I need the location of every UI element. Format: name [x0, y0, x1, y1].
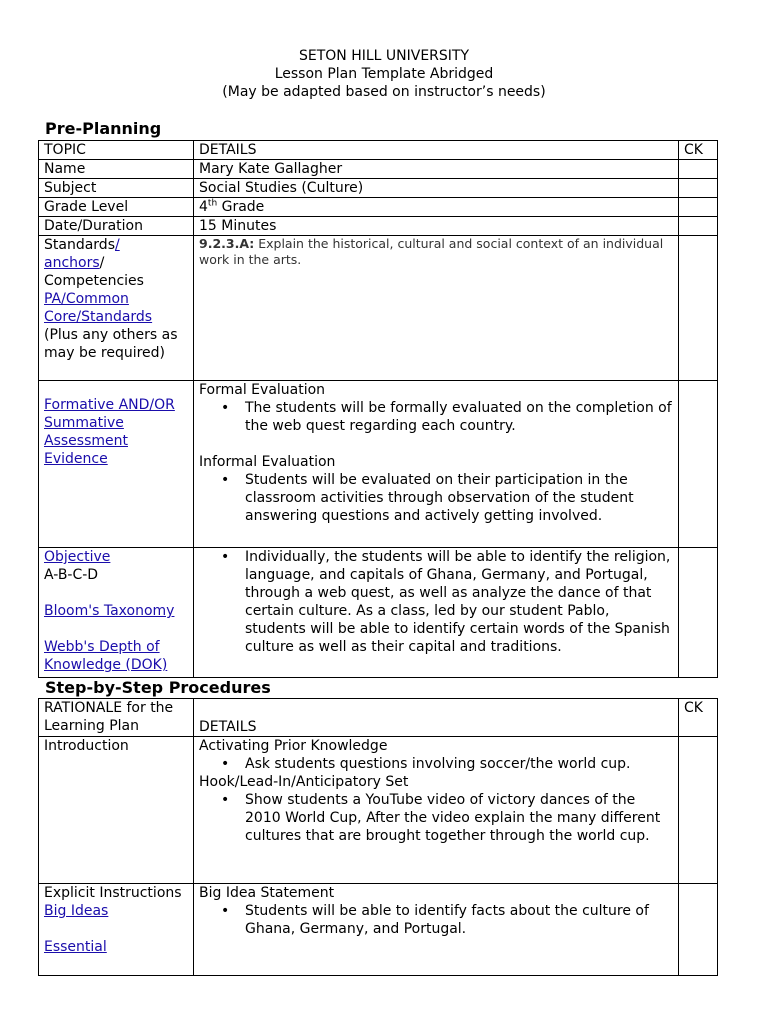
- explicit-value: [194, 884, 679, 976]
- row-label: Grade Level: [39, 198, 194, 217]
- details-header: DETAILS: [194, 699, 679, 737]
- ck-cell: [679, 548, 718, 678]
- assessment-link[interactable]: Formative AND/OR Summative Assessment Evidence: [44, 397, 175, 467]
- big-idea-label: Big Idea Statement: [199, 885, 335, 901]
- topic-header: TOPIC: [39, 141, 194, 160]
- ck-cell: [679, 236, 718, 381]
- standards-value: [194, 236, 679, 381]
- procedures-table: [38, 698, 718, 976]
- ck-cell: [679, 198, 718, 217]
- table-row-objective: [39, 548, 718, 678]
- informal-eval-label: Informal Evaluation: [199, 454, 336, 470]
- preplanning-table: [38, 140, 718, 678]
- pa-common-core-link[interactable]: PA/Common Core/Standards: [44, 291, 153, 325]
- ck-cell: [679, 737, 718, 884]
- list-item: • The students will be formally evaluated on the completion of the web quest regarding each country.: [245, 399, 673, 435]
- row-label: Date/Duration: [39, 217, 194, 236]
- objective-link[interactable]: Objective: [44, 549, 111, 565]
- row-value: Social Studies (Culture): [194, 179, 679, 198]
- procedures-title: Step-by-Step Procedures: [45, 678, 271, 697]
- list-item: • Show students a YouTube video of victory dances of the 2010 World Cup, After the video explain the many different cultures that are brought together through the world cup.: [245, 791, 673, 845]
- assessment-value: [194, 381, 679, 548]
- list-item: • Students will be evaluated on their participation in the classroom activities through observation of the student answering questions and actively getting involved.: [245, 471, 673, 525]
- table-header-row: [39, 141, 718, 160]
- anchors-link[interactable]: anchors: [44, 255, 100, 271]
- table-row-duration: [39, 217, 718, 236]
- formal-eval-label: Formal Evaluation: [199, 382, 326, 398]
- dok-link[interactable]: Webb's Depth of Knowledge (DOK): [44, 639, 168, 673]
- rationale-header: RATIONALE for the Learning Plan: [39, 699, 194, 737]
- ck-cell: [679, 381, 718, 548]
- blooms-taxonomy-link[interactable]: Bloom's Taxonomy: [44, 603, 175, 619]
- list-item: • Individually, the students will be able to identify the religion, language, and capitals of Ghana, Germany, and Portugal, through a web quest, as well as analyze the dance of that certain culture. As a class, led by our student Pablo, students will be able to identify certain words of the Spanish culture as well as their capital and traditions.: [245, 548, 673, 656]
- ck-cell: [679, 160, 718, 179]
- objective-label: Objective A-B-C-D Bloom's Taxonomy Webb's Depth of Knowledge (DOK): [39, 548, 194, 678]
- row-value: Mary Kate Gallagher: [194, 160, 679, 179]
- standards-link[interactable]: /: [114, 237, 120, 253]
- objective-value: [194, 548, 679, 678]
- document-header: [0, 47, 768, 101]
- row-value: 4th Grade: [194, 198, 679, 217]
- ck-cell: [679, 217, 718, 236]
- assessment-label: [39, 381, 194, 548]
- list-item: • Ask students questions involving soccer/the world cup.: [245, 755, 673, 773]
- list-item: • Students will be able to identify facts about the culture of Ghana, Germany, and Portugal.: [245, 902, 673, 938]
- standard-code: 9.2.3.A:: [199, 236, 255, 251]
- prior-knowledge-label: Activating Prior Knowledge: [199, 738, 388, 754]
- introduction-value: [194, 737, 679, 884]
- template-title: Lesson Plan Template Abridged: [274, 66, 494, 82]
- table-row-grade: [39, 198, 718, 217]
- big-ideas-link[interactable]: Big Ideas: [44, 903, 109, 919]
- row-label: Name: [39, 160, 194, 179]
- introduction-label: Introduction: [39, 737, 194, 884]
- table-row-standards: [39, 236, 718, 381]
- table-row-explicit: [39, 884, 718, 976]
- table-header-row: [39, 699, 718, 737]
- standards-label: Standards/ anchors/ Competencies PA/Common Core/Standards (Plus any others as may be required): [39, 236, 194, 381]
- standard-text: Explain the historical, cultural and social context of an individual work in the arts.: [199, 236, 664, 267]
- ck-cell: [679, 179, 718, 198]
- table-row-name: [39, 160, 718, 179]
- explicit-label: Explicit Instructions Big Ideas Essential: [39, 884, 194, 976]
- preplanning-title: Pre-Planning: [45, 119, 162, 138]
- ck-cell: [679, 884, 718, 976]
- ck-header: CK: [679, 699, 718, 737]
- university-name: SETON HILL UNIVERSITY: [298, 48, 470, 64]
- table-row-introduction: [39, 737, 718, 884]
- essential-link[interactable]: Essential: [44, 939, 107, 955]
- details-header: DETAILS: [194, 141, 679, 160]
- hook-label: Hook/Lead-In/Anticipatory Set: [199, 774, 409, 790]
- table-row-assessment: [39, 381, 718, 548]
- table-row-subject: [39, 179, 718, 198]
- row-value: 15 Minutes: [194, 217, 679, 236]
- ck-header: CK: [679, 141, 718, 160]
- row-label: Subject: [39, 179, 194, 198]
- template-note: (May be adapted based on instructor’s needs): [222, 84, 546, 100]
